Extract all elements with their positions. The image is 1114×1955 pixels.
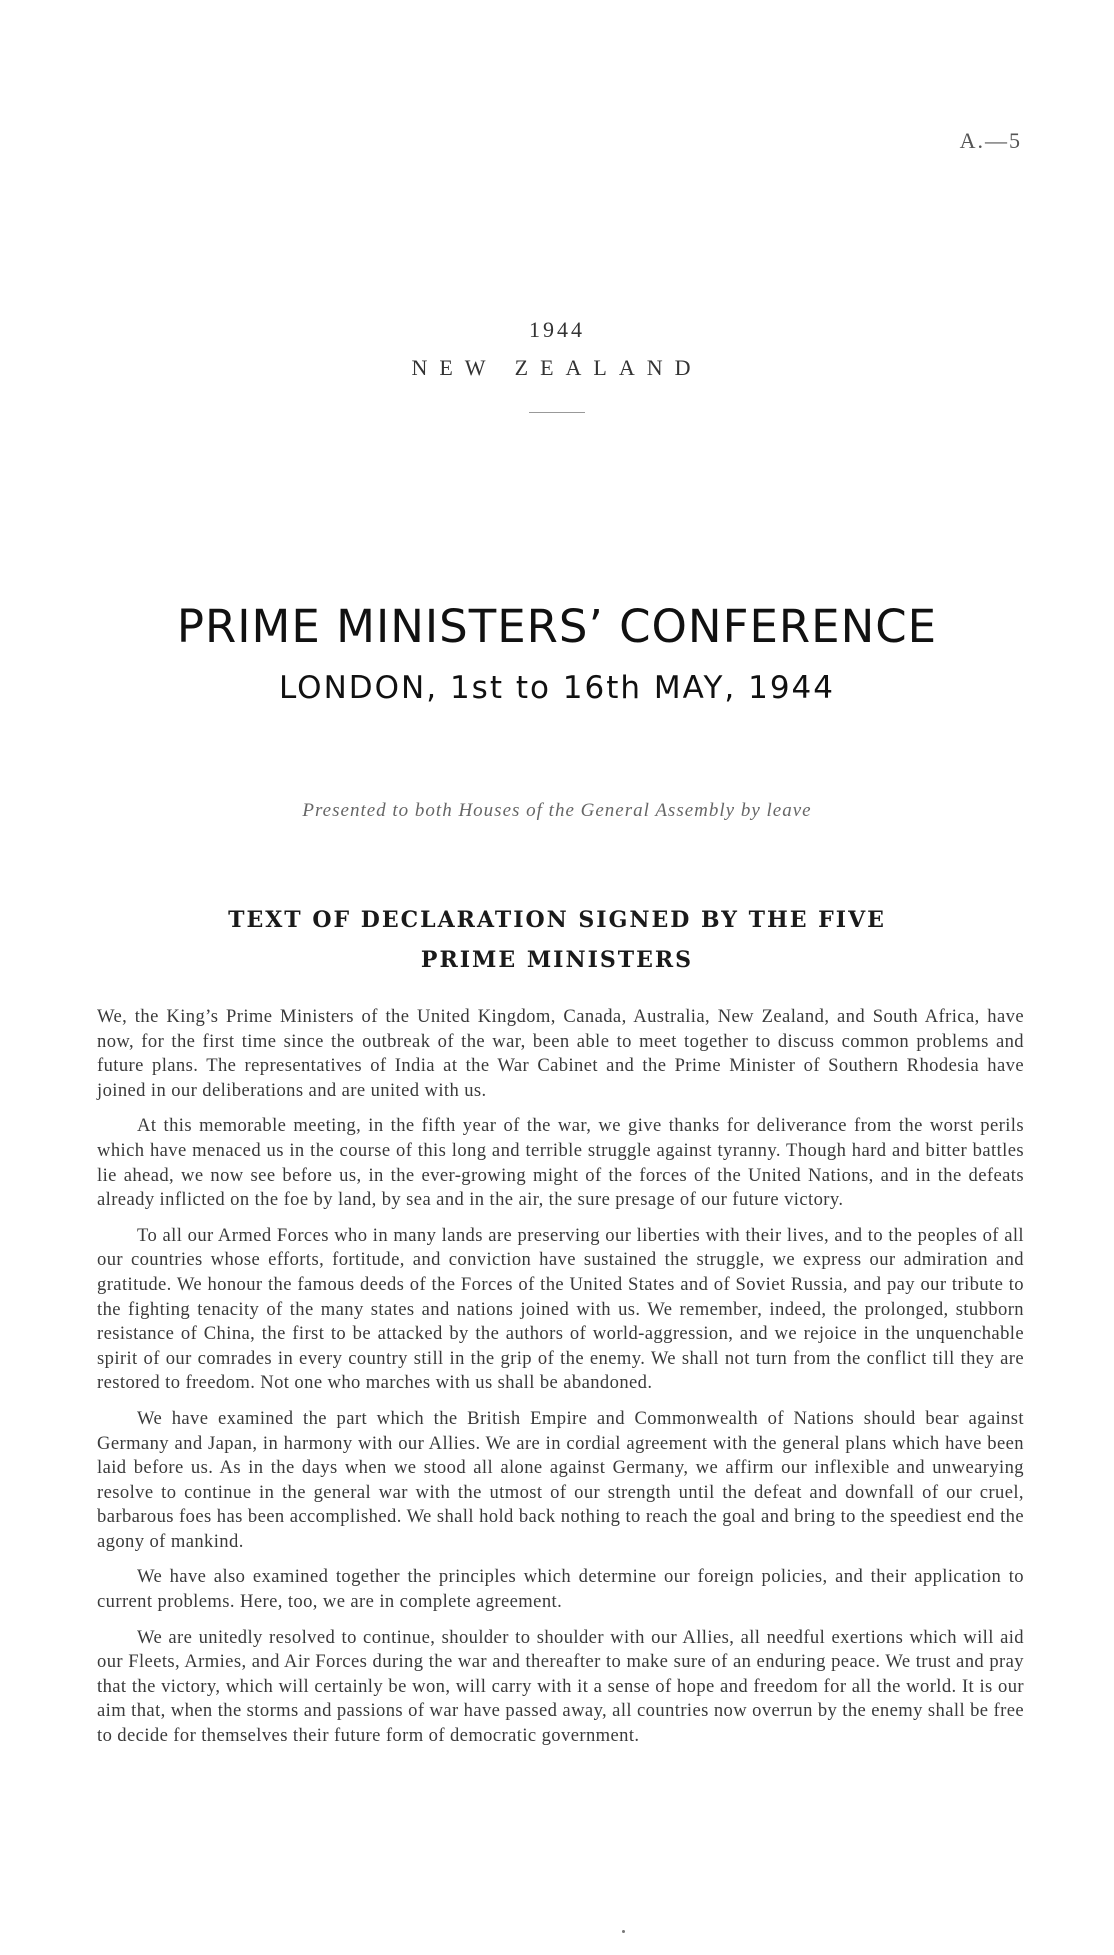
paragraph: We have also examined together the principles which determine our foreign policies, and their application to current problems. Here, too, we are in complete agreement. bbox=[97, 1566, 1024, 1613]
conference-title: PRIME MINISTERS’ CONFERENCE bbox=[176, 600, 938, 653]
paragraph: We are unitedly resolved to continue, shoulder to shoulder with our Allies, all needful exertions which will aid our Fleets, Armies, and Air Forces during the war and thereafter to make sure of an enduring peace. We trust and pray that the victory, which will certainly be won, will carry with it a sense of hope and freedom for all the world. It is our aim that, when the storms and passions of war have passed away, all countries now overrun by the enemy shall be free to decide for themselves their future form of democratic government. bbox=[97, 1626, 1024, 1747]
document-year: 1944 bbox=[529, 317, 585, 342]
paragraph: We, the King’s Prime Ministers of the United Kingdom, Canada, Australia, New Zealand, and South Africa, have now, for the first time since the outbreak of the war, been able to meet together to discuss common problems and future plans. The representatives of India at the War Cabinet and the Prime Minister of Southern Rhodesia have joined in our deliberations and are united with us. bbox=[97, 1006, 1024, 1101]
page-reference: A.—5 bbox=[959, 128, 1022, 153]
page-dot-mark bbox=[622, 1930, 625, 1933]
declaration-heading-line-1: TEXT OF DECLARATION SIGNED BY THE FIVE bbox=[228, 907, 886, 933]
presented-note: Presented to both Houses of the General Assembly by leave bbox=[302, 800, 812, 821]
declaration-heading-line-2: PRIME MINISTERS bbox=[420, 947, 694, 973]
paragraph: To all our Armed Forces who in many lands are preserving our liberties with their lives, and to the peoples of all our countries whose efforts, fortitude, and conviction have sustained the struggle, we express our admiration and gratitude. We honour the famous deeds of the Forces of the United States and of Soviet Russia, and pay our tribute to the fighting tenacity of the many states and nations joined with us. We remember, indeed, the prolonged, stubborn resistance of China, the first to be attacked by the authors of world-aggression, and we rejoice in the unquenchable spirit of our comrades in every country still in the grip of the enemy. We shall not turn from the conflict till they are restored to freedom. Not one who marches with us shall be abandoned. bbox=[97, 1224, 1024, 1394]
declaration-heading bbox=[140, 900, 974, 980]
declaration-body bbox=[97, 1005, 1024, 1760]
paragraph: We have examined the part which the British Empire and Commonwealth of Nations should bear against Germany and Japan, in harmony with our Allies. We are in cordial agreement with the general plans which have been laid before us. As in the days when we stood all alone against Germany, we affirm our inflexible and unwearying resolve to continue in the general war with the utmost of our strength until the defeat and downfall of our cruel, barbarous foes has been accomplished. We shall hold back nothing to reach the goal and bring to the speediest end the agony of mankind. bbox=[97, 1407, 1024, 1552]
country-name: NEW ZEALAND bbox=[411, 355, 703, 380]
conference-subtitle: LONDON, 1st to 16th MAY, 1944 bbox=[279, 670, 835, 706]
paragraph: At this memorable meeting, in the fifth year of the war, we give thanks for deliverance from the worst perils which have menaced us in the course of this long and terrible struggle against tyranny. Though hard and bitter battles lie ahead, we now see before us, in the ever-growing might of the forces of the United Nations, and in the defeats already inflicted on the foe by land, by sea and in the air, the sure presage of our future victory. bbox=[97, 1115, 1024, 1211]
divider-rule bbox=[529, 412, 585, 413]
